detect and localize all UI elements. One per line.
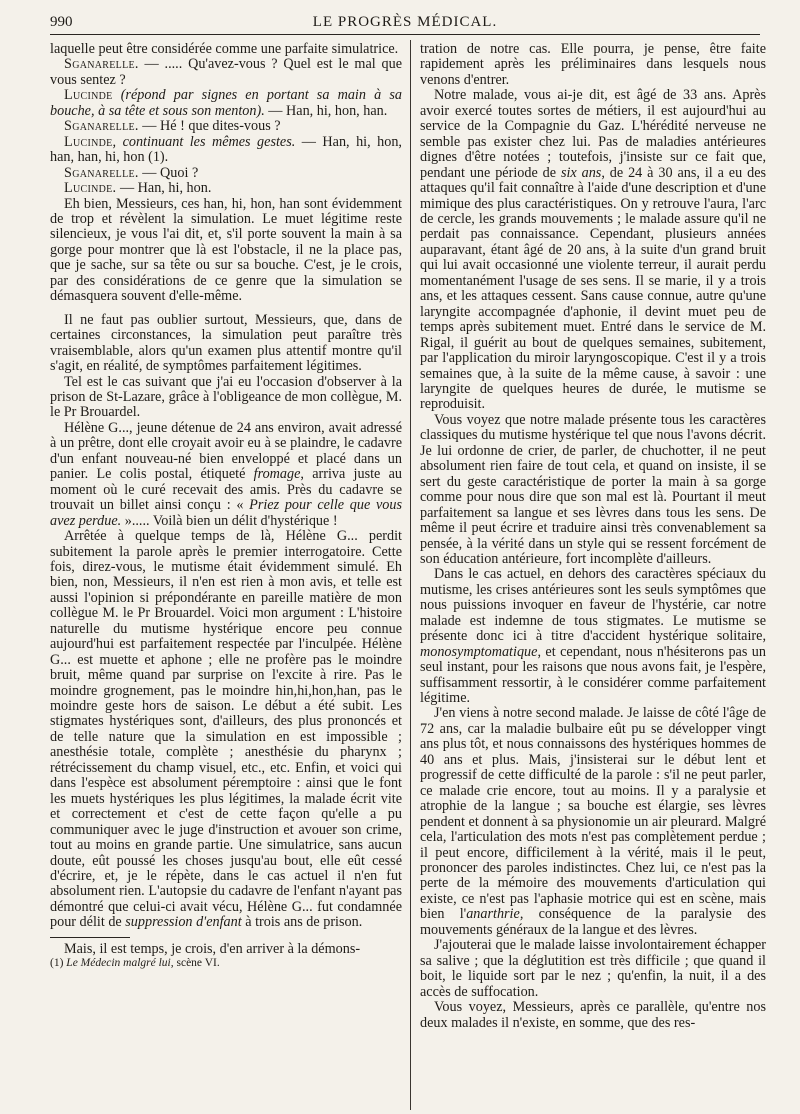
paragraph: laquelle peut être considérée comme une parfaite simulatrice.: [50, 42, 399, 57]
dialogue-text: — Hé ! que dites-vous ?: [138, 118, 281, 135]
dialogue-text: — Quoi ?: [138, 164, 199, 181]
paragraph: tration de notre cas. Elle pourra, je pense, être faite rapidement après les préliminaires dans lesquels nous venons d'entrer.: [420, 42, 766, 88]
footnote: (1) Le Médecin malgré lui, scène VI.: [50, 957, 220, 970]
paragraph: Notre malade, vous ai-je dit, est âgé de 33 ans. Après avoir exercé toutes sortes de métiers, il est aujourd'hui au service de la Compagnie du Gaz. L'hérédité nerveuse ne semble pas exister chez lui. Pas de maladies antérieures dignes d'être notées ; toutefois, j'insiste sur ce fait que, pendant une période de six ans, de 24 à 30 ans, il a eu des attaques qu'il fait connaître à l'aide d'une description et d'une mimique des plus caractéristiques. On y retrouve l'aura, l'arc de cercle, les grands mouvements ; le malade assure qu'il ne perdait pas connaissance. Cependant, plusieurs années auparavant, étant âgé de 20 ans, à la suite d'un grand bruit qui lui avait occasionné une violente terreur, il aurait perdu momentanément l'usage de ses sens. Il se marie, il y a trois ans, et les attaques cessent. Sans cause connue, autre qu'une laryngite accompagnée d'aphonie, il devint muet peu de temps après subitement muet. Entré dans le service de M. Rigal, il guérit au bout de quelques semaines, subitement, par l'application du miroir laryngoscopique. C'est il y a trois semaines que, à la suite de la même cause, à savoir : une laryngite de quelques heures de durée, le mutisme se reproduisit.: [420, 87, 766, 413]
column-divider: [410, 40, 411, 1110]
speaker: Sganarelle.: [64, 56, 139, 73]
paragraph: Vous voyez que notre malade présente tous les caractères classiques du mutisme hystérique tel que nous l'avons décrit. Je lui ordonne de crier, de parler, de chuchotter, il ne peut absolument rien faire de tout cela, et quand on insiste, il se sert du geste caractéristique de porter la main à sa gorge comme pour nous dire que son mal est là. Pourtant il meut parfaitement sa langue et ses lèvres dans tous les sens. De même il peut écrire et traduire ainsi très convenablement sa pensée, à la vérité dans un style qui se ressent forcément de son éducation antérieure, fort incomplète d'ailleurs.: [420, 411, 766, 567]
dialogue-line: [50, 181, 402, 196]
paragraph: J'en viens à notre second malade. Je laisse de côté l'âge de 72 ans, car la maladie bulbaire eût pu se développer vingt ans plus tôt, et nous connaissons des hystériques hommes de 40 ans et plus. Mais, j'insisterai sur le début lent et progressif de cette difficulté de la parole : s'il ne peut parler, ce malade crie encore, tout au moins. Il y a paralysie et atrophie de la langue ; sa bouche est élargie, ses lèvres pendent et donnent à sa physionomie un air pleurard. Malgré cela, l'articulation des mots n'est pas complètement perdue ; il peut encore, difficilement à la vérité, mais il le peut, prononcer des paroles indistinctes. Chez lui, ce n'est pas la perte de la mémoire des mouvements d'articulation qui existe, ce n'est pas l'aphasie motrice qui est en scène, mais bien l'anarthrie, conséquence de la paralysie des mouvements généraux de la langue et des lèvres.: [420, 705, 766, 938]
page-number: 990: [50, 14, 73, 30]
running-title: LE PROGRÈS MÉDICAL.: [312, 14, 498, 30]
dialogue-line: [50, 57, 402, 88]
stage-direction: , continuant les mêmes gestes.: [112, 133, 296, 150]
speaker: Lucinde: [64, 87, 113, 104]
footnote-separator: [50, 937, 130, 938]
dialogue-line: [50, 135, 402, 166]
paragraph: Arrêtée à quelque temps de là, Hélène G... perdit subitement la parole après le premier interrogatoire. Cette fois, direz-vous, le mutisme était évidemment simulé. Eh bien, non, Messieurs, il n'en est rien à mon avis, et telle est aussi l'opinion si prépondérante en pareille matière de mon collègue M. le Pr Brouardel. Voici mon argument : L'histoire naturelle du mutisme hystérique encore peu connue aujourd'hui est parfaitement respectée par l'inculpée. Hélène G... est muette et aphone ; elle ne profère pas le moindre bruit, même quand par surprise on l'excite à rire. Pas le moindre grognement, pas le moindre hin,hi,hon,han, pas le moindre geste hors de saison. Le début a été subit. Les stigmates hystériques sont, d'ailleurs, des plus prononcés et de telle nature que la simulation en est impossible ; anesthésie totale, complète ; anesthésie du pharynx ; rétrécissement du champ visuel, etc., etc. Enfin, et voici qui dans l'espèce est absolument péremptoire : ainsi que le font les muets hystériques les plus légitimes, la malade écrit vite et correctement et c'est de cette façon qu'elle a pu communiquer avec le juge d'instruction et avouer son crime, tout au moins en grande partie. Une simulatrice, sans aucun doute, eût poussé les choses jusqu'au bout, elle eût cessé d'écrire, et, je le répète, dans le cas actuel il n'en fut absolument rien. L'autopsie du cadavre de l'enfant n'ayant pas démontré que celui-ci avait vécu, Hélène G... fut condamnée pour délit de suppression d'enfant à trois ans de prison.: [50, 528, 402, 931]
stage-direction: (répond par signes en portant sa main à sa bouche, à sa tête et sous son menton).: [50, 87, 402, 119]
dialogue-line: [50, 166, 402, 181]
paragraph: Hélène G..., jeune détenue de 24 ans environ, avait adressé à un prêtre, dont elle croyait avoir eu à se plaindre, le cadavre d'un enfant nouveau-né bien enveloppé et placé dans un panier. Le colis postal, étiqueté fromage, arriva juste au moment où le curé recevait des amis. Près du cadavre se trouvait un billet ainsi conçu : « Priez pour celle que vous avez perdue. »..... Voilà bien un délit d'hystérique !: [50, 419, 402, 529]
paragraph: J'ajouterai que le malade laisse involontairement échapper sa salive ; que la déglutition est très difficile ; que quand il boit, le liquide sort par le nez ; qu'enfin, la nuit, il a des accès de suffocation.: [420, 937, 766, 1000]
dialogue-text: — Han, hi, hon, han, han, hi, hon (1).: [50, 133, 402, 166]
page-header: [50, 12, 760, 35]
dialogue-text: — Han, hi, hon, han.: [264, 102, 388, 119]
paragraph: Dans le cas actuel, en dehors des caractères spéciaux du mutisme, les crises antérieures sont les seuls symptômes que nous puissions invoquer en faveur de l'hystérie, car notre malade est indemne de tous stigmates. Le mutisme se présente donc ici à titre d'accident hystérique solitaire, monosymptomatique, et cependant, nous n'hésiterons pas un seul instant, pour les raisons que nous avons fait, je l'espère, suffisamment ressortir, à le considérer comme parfaitement légitime.: [420, 566, 766, 707]
speaker: Sganarelle.: [64, 164, 139, 181]
dialogue-text: — ..... Qu'avez-vous ? Quel est le mal que vous sentez ?: [50, 56, 402, 88]
paragraph: Tel est le cas suivant que j'ai eu l'occasion d'observer à la prison de St-Lazare, grâce à l'obligeance de mon collègue, M. le Pr Brouardel.: [50, 373, 402, 421]
dialogue-line: [50, 88, 402, 119]
paragraph: Vous voyez, Messieurs, après ce parallèle, qu'entre nos deux malades il n'existe, en somme, que des res-: [420, 999, 766, 1031]
paragraph: Mais, il est temps, je crois, d'en arriver à la démons-: [64, 940, 361, 957]
dialogue-line: [50, 119, 402, 134]
left-column: [50, 42, 402, 1102]
paragraph: Eh bien, Messieurs, ces han, hi, hon, han sont évidemment de trop et révèlent la simulation. Le muet légitime reste silencieux, je vous l'ai dit, et, s'il porte souvent la main à sa gorge pour montrer que là est l'obstacle, il ne la place pas, que je sache, sur sa tête ou sur sa bouche. C'est, je le crois, par des considérations de ce genre que la simulation se démasquera souvent d'elle-même.: [50, 195, 402, 305]
speaker: Lucinde.: [64, 180, 117, 197]
speaker: Lucinde: [64, 133, 113, 150]
paragraph: Il ne faut pas oublier surtout, Messieurs, que, dans de certaines circonstances, la simulation peut paraître très vraisemblable, alors qu'un examen plus attentif montre qu'il s'agit, en réalité, de symptômes parfaitement légitimes.: [50, 311, 402, 375]
speaker: Sganarelle.: [64, 118, 139, 135]
right-column: [420, 42, 766, 1102]
dialogue-text: — Han, hi, hon.: [116, 180, 212, 197]
